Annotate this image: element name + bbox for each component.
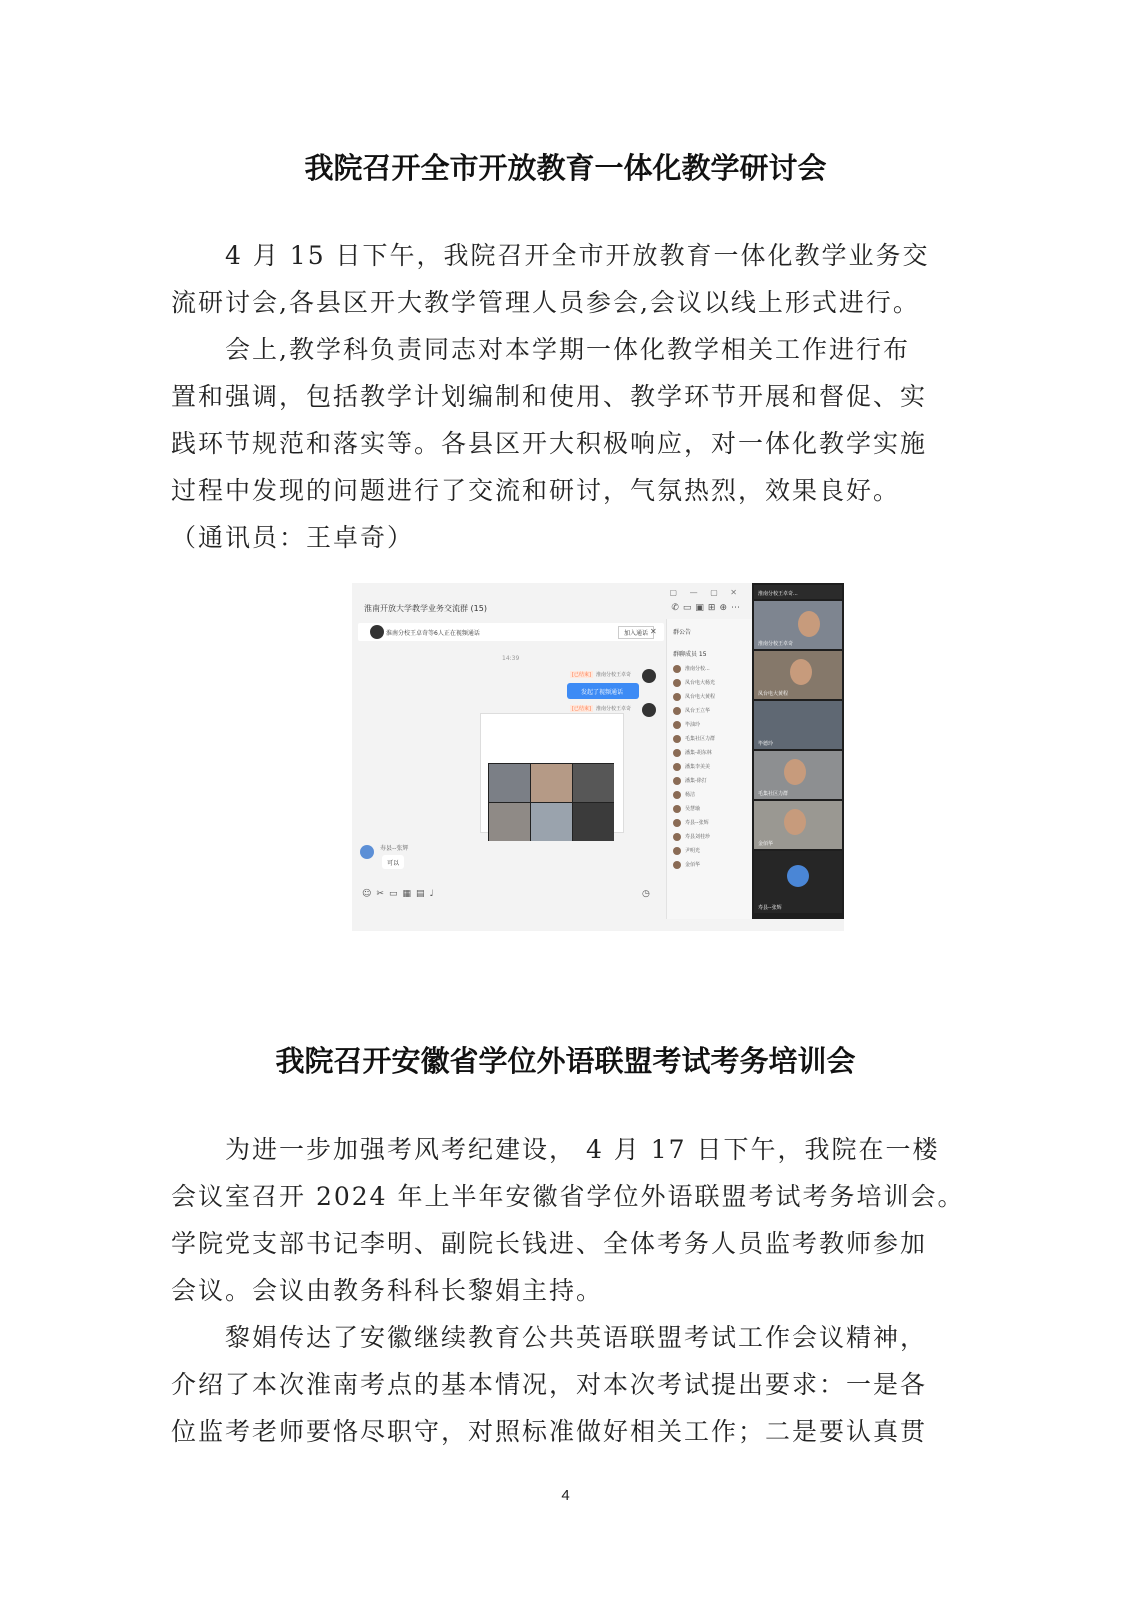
- member-item: [673, 775, 749, 787]
- add-icon: ⊕: [719, 603, 731, 613]
- member-item: [673, 803, 749, 815]
- member-item: [673, 705, 749, 717]
- member-avatar: [673, 749, 681, 757]
- join-call-button: 加入通话: [618, 626, 654, 639]
- announcement-label: 群公告: [673, 629, 692, 636]
- video-tile: [531, 764, 572, 802]
- image-icon: ▦: [402, 889, 416, 899]
- call-ended-tag: [已结束]: [572, 672, 591, 678]
- scissors-icon: ✂: [376, 889, 389, 899]
- chat-window: [352, 583, 752, 931]
- member-name: 淮南分校...: [685, 666, 710, 672]
- box-icon: ▤: [415, 889, 430, 899]
- body-line: 过程中发现的问题进行了交流和研讨，气氛热烈，效果良好。: [171, 476, 901, 505]
- member-avatar: [673, 833, 681, 841]
- call-ended-tag: [已结束]: [572, 706, 591, 712]
- member-name: 吴慧瑜: [685, 806, 701, 812]
- history-icon: ◷: [642, 889, 650, 899]
- reporter-credit: （通讯员：王卓奇）: [171, 523, 415, 552]
- body-line: 会上,教学科负责同志对本学期一体化教学相关工作进行布: [225, 335, 910, 364]
- member-avatar: [673, 721, 681, 729]
- participant-face: [784, 759, 806, 785]
- member-name: 凤台电大黄程: [685, 694, 716, 700]
- body-line: 流研讨会,各县区开大教学管理人员参会,会议以线上形式进行。: [171, 288, 920, 317]
- article-body: [171, 1126, 965, 1455]
- member-avatar: [673, 679, 681, 687]
- page-number: 4: [561, 1487, 570, 1504]
- body-line: 黎娟传达了安徽继续教育公共英语联盟考试工作会议精神，: [225, 1323, 928, 1352]
- video-caption: 淮南分校王卓奇...: [758, 591, 798, 597]
- member-item: [673, 761, 749, 773]
- video-caption: 毛集社区力群: [758, 791, 789, 797]
- body-line: 为进一步加强考风考纪建设， 4 月 17 日下午，我院在一楼: [225, 1135, 940, 1164]
- video-icon: ▭: [682, 603, 696, 613]
- video-caption: 凤台电大黄程: [758, 691, 789, 697]
- video-caption: 寿县--张辉: [758, 905, 782, 911]
- member-item: [673, 747, 749, 759]
- member-avatar: [673, 777, 681, 785]
- article-title: 我院召开全市开放教育一体化教学研讨会: [304, 151, 827, 185]
- body-line: 会议。会议由教务科科长黎娟主持。: [171, 1276, 604, 1305]
- video-tile: [754, 651, 842, 699]
- member-name: 潘集李美美: [685, 764, 711, 770]
- member-item: [673, 719, 749, 731]
- caller-avatar: [642, 669, 656, 683]
- member-avatar: [673, 791, 681, 799]
- participant-face: [798, 611, 820, 637]
- member-name: 毛集社区力群: [685, 736, 716, 742]
- video-tile: [754, 701, 842, 749]
- group-panel: [666, 619, 753, 919]
- reply-text: 可以: [387, 860, 400, 867]
- video-header: [754, 585, 842, 599]
- member-name: 潘集-徐打: [685, 778, 707, 784]
- mic-icon: ♩: [429, 889, 439, 899]
- member-item: [673, 859, 749, 871]
- member-avatar: [673, 735, 681, 743]
- caller-name: 淮南分校王卓奇: [596, 706, 632, 712]
- video-caption: 金佰华: [758, 841, 774, 847]
- input-toolbar: [362, 889, 439, 899]
- video-call-text: 发起了视频通话: [581, 689, 624, 696]
- member-avatar: [673, 847, 681, 855]
- member-avatar: [673, 707, 681, 715]
- video-call-column: [752, 583, 844, 919]
- emoji-icon: ☺: [362, 889, 377, 899]
- more-icon: ⋯: [731, 603, 744, 613]
- body-line: 4 月 15 日下午，我院召开全市开放教育一体化教学业务交: [225, 241, 930, 270]
- member-item: [673, 677, 749, 689]
- meeting-screenshot: [352, 583, 844, 931]
- video-call-bubble: [567, 683, 639, 699]
- participant-face: [790, 659, 812, 685]
- member-item: [673, 663, 749, 675]
- member-avatar: [673, 861, 681, 869]
- close-icon: ✕: [650, 627, 657, 636]
- member-name: 杨洁: [685, 792, 696, 798]
- folder-icon: ▭: [388, 889, 403, 899]
- body-line: 置和强调，包括教学计划编制和使用、教学环节开展和督促、实: [171, 382, 928, 411]
- video-tile: [489, 803, 530, 841]
- nested-video-grid: [488, 763, 614, 841]
- phone-icon: ✆: [671, 603, 683, 613]
- member-item: [673, 733, 749, 745]
- member-item: [673, 817, 749, 829]
- chat-title: 淮南开放大学教学业务交流群 (15): [364, 604, 487, 613]
- body-line: 介绍了本次淮南考点的基本情况，对本次考试提出要求：一是各: [171, 1370, 928, 1399]
- body-line: 位监考老师要恪尽职守，对照标准做好相关工作；二是要认真贯: [171, 1417, 928, 1446]
- member-avatar: [673, 763, 681, 771]
- apps-icon: ⊞: [707, 603, 720, 613]
- member-name: 潘集-胡东林: [685, 750, 712, 756]
- video-tile: [754, 751, 842, 799]
- video-tile: [531, 803, 572, 841]
- article-body: [171, 232, 961, 561]
- screen-share-icon: ▣: [695, 603, 708, 613]
- participant-face: [784, 809, 806, 835]
- body-line: 学院党支部书记李明、副院长钱进、全体考务人员监考教师参加: [171, 1229, 928, 1258]
- member-item: [673, 691, 749, 703]
- member-avatar: [673, 665, 681, 673]
- member-avatar: [673, 819, 681, 827]
- member-name: 凤台王立华: [685, 708, 711, 714]
- body-line: 会议室召开 2024 年上半年安徽省学位外语联盟考试考务培训会。: [171, 1182, 965, 1211]
- caller-avatar: [370, 625, 384, 639]
- member-name: 毕油玲: [685, 722, 701, 728]
- body-line: 践环节规范和落实等。各县区开大积极响应，对一体化教学实施: [171, 429, 928, 458]
- message-time: 14:39: [502, 655, 520, 662]
- video-tile: [754, 851, 842, 913]
- video-caption: 淮南分校王卓奇: [758, 641, 794, 647]
- call-banner: [358, 623, 664, 641]
- member-avatar: [673, 805, 681, 813]
- video-tile: [573, 764, 614, 802]
- member-name: 尹明光: [685, 848, 701, 854]
- reply-sender: 寿县--张辉: [380, 845, 409, 852]
- call-banner-text: 淮南分校王卓奇等6人正在视频通话: [386, 630, 480, 637]
- member-name: 凤台电大杨光: [685, 680, 716, 686]
- article-title: 我院召开安徽省学位外语联盟考试考务培训会: [275, 1044, 856, 1078]
- member-item: [673, 845, 749, 857]
- chat-titlebar: [352, 583, 752, 619]
- member-name: 寿县刘桂珍: [685, 834, 711, 840]
- member-count: 群聊成员 15: [673, 651, 707, 658]
- sender-avatar: [360, 845, 374, 859]
- reply-bubble: [382, 855, 404, 869]
- member-name: 寿县--张辉: [685, 820, 709, 826]
- video-tile: [489, 764, 530, 802]
- window-controls: ▢ — ▢ ✕: [669, 588, 742, 597]
- member-item: [673, 831, 749, 843]
- member-item: [673, 789, 749, 801]
- caller-name: 淮南分校王卓奇: [596, 672, 632, 678]
- chat-toolbar-icons: [671, 603, 744, 613]
- member-avatar: [673, 693, 681, 701]
- video-tile: [573, 803, 614, 841]
- member-name: 金佰华: [685, 862, 701, 868]
- video-tile: [754, 601, 842, 649]
- video-tile: [754, 801, 842, 849]
- participant-avatar: [787, 865, 809, 887]
- video-caption: 毕德玲: [758, 741, 774, 747]
- caller-avatar: [642, 703, 656, 717]
